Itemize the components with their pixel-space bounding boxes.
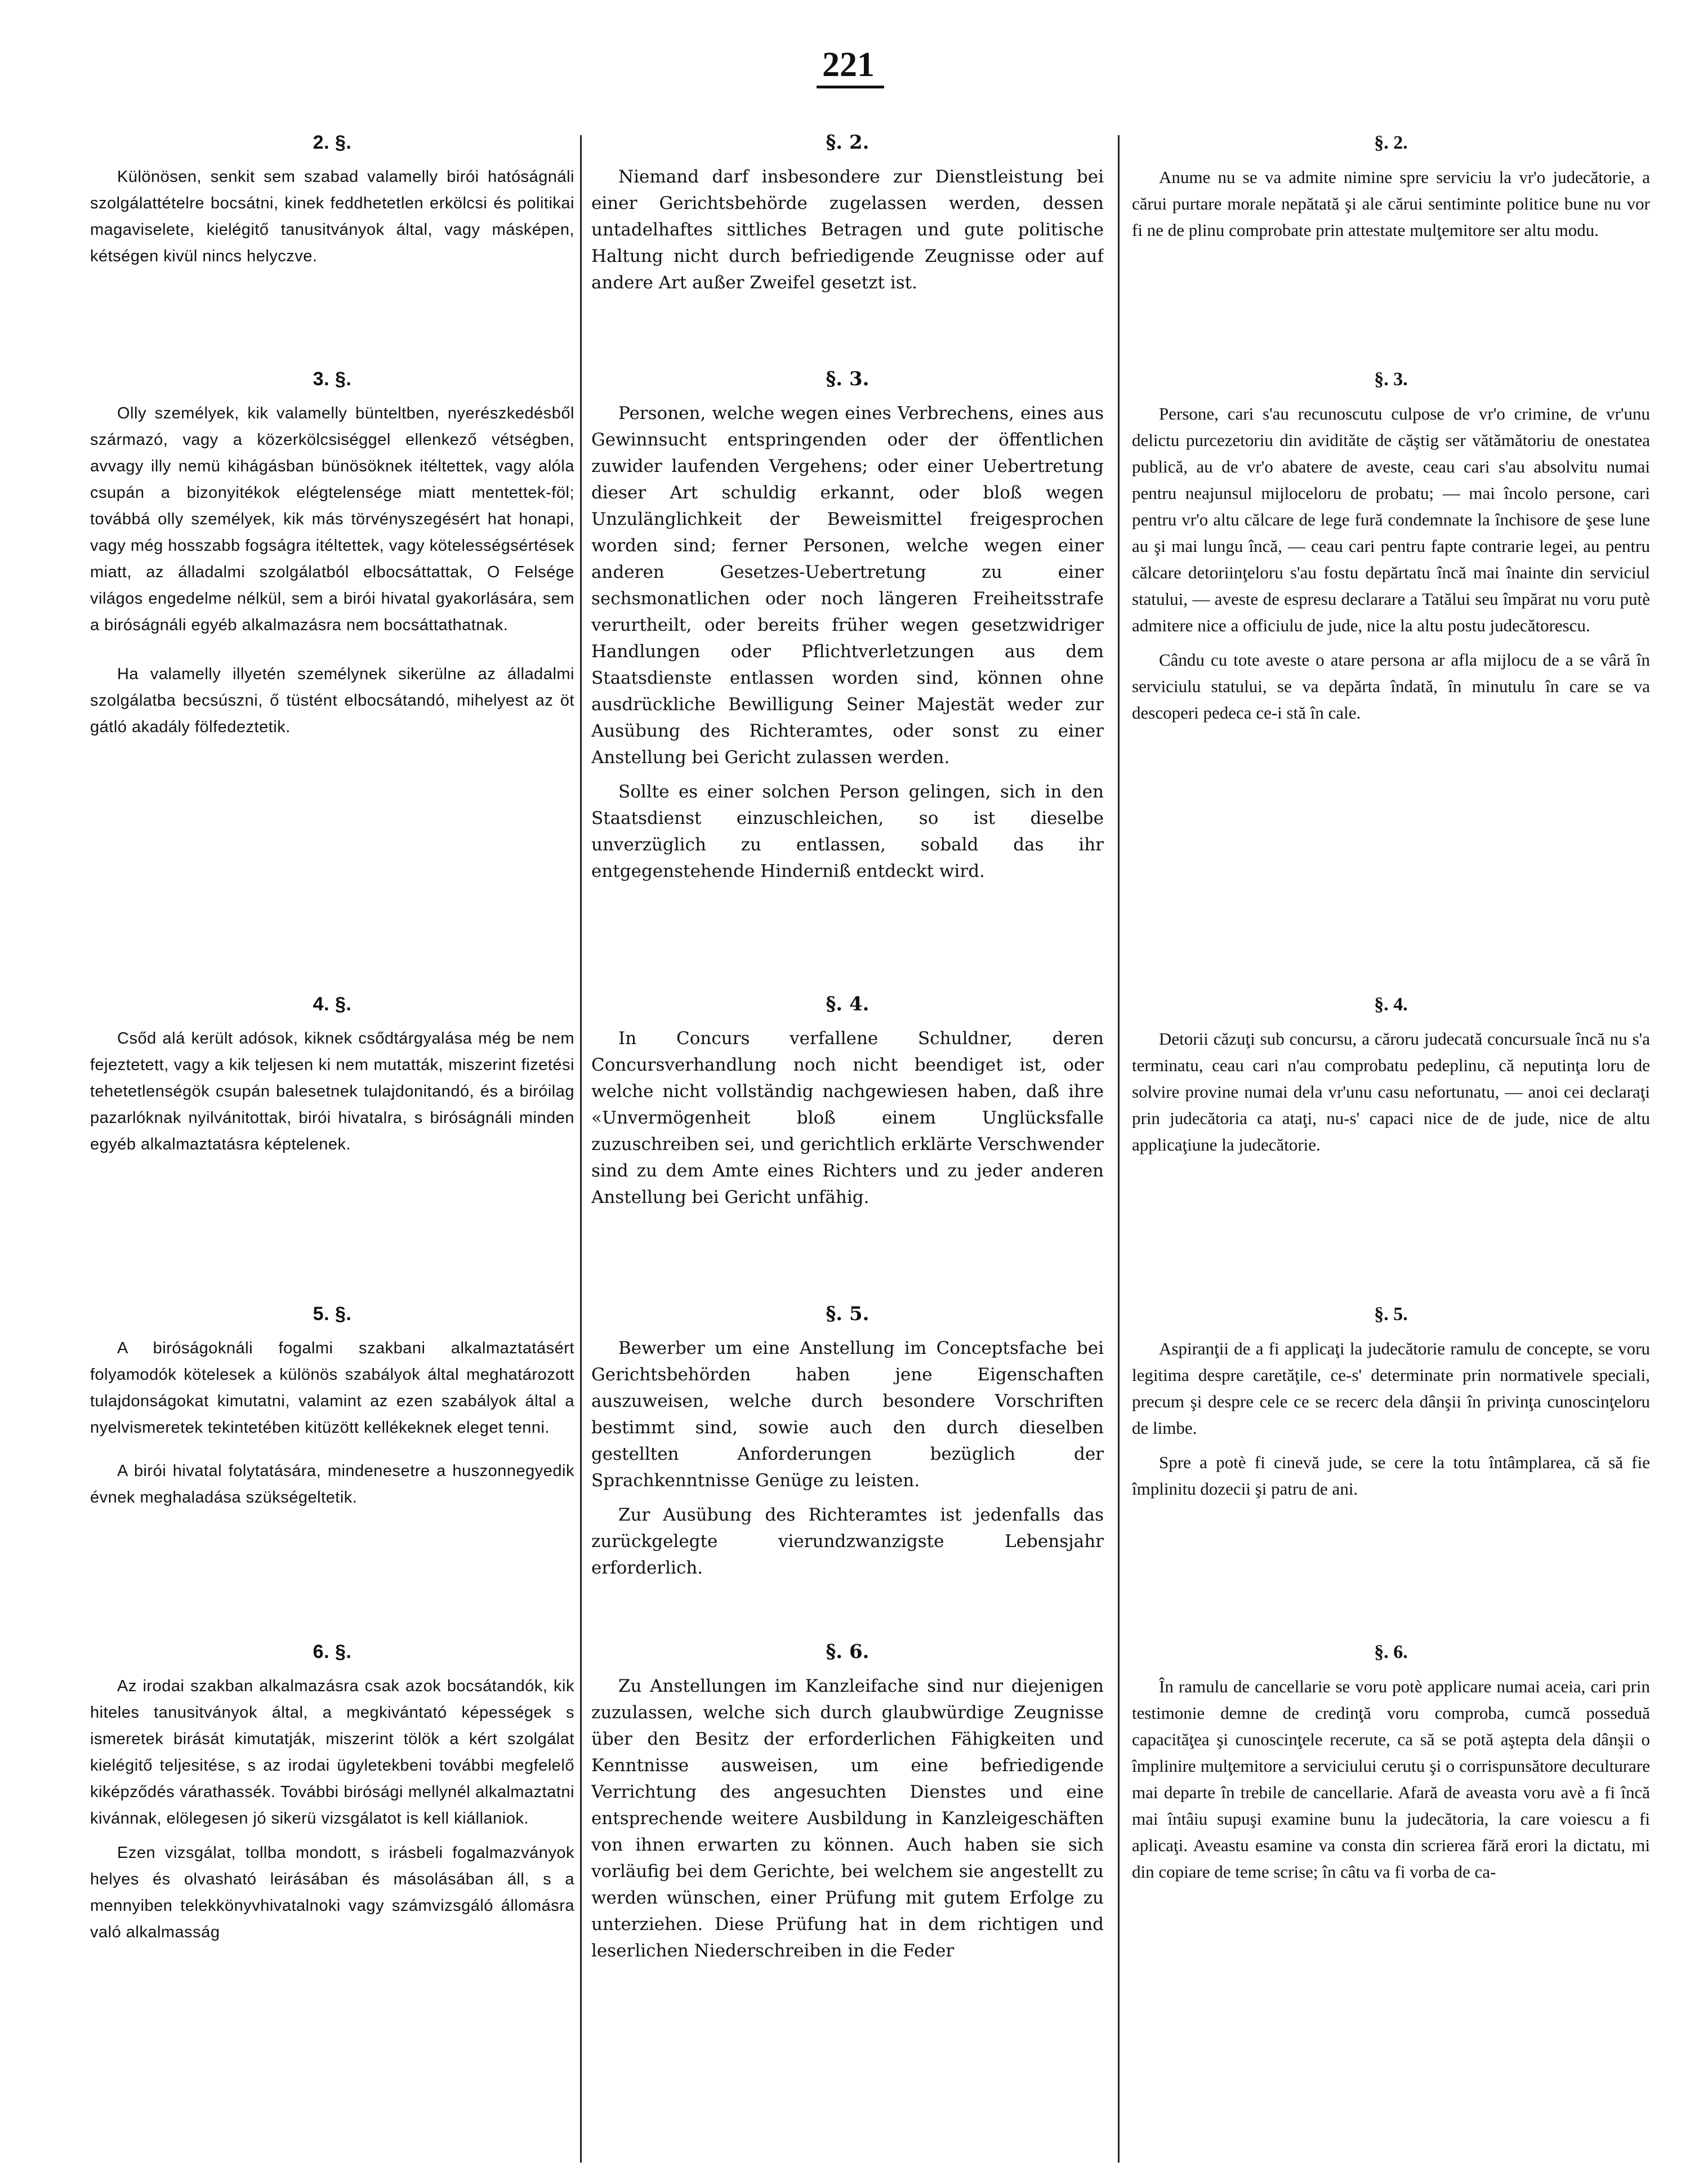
paragraph: Spre a potè fi cinevă jude, se cere la totu întâmplarea, că să fie împlinitu dozecii şi patru de ani.	[1132, 1452, 1650, 1499]
section-title: 2. §.	[313, 132, 352, 153]
paragraph: In Concurs verfallene Schuldner, deren Concursverhandlung noch nicht beendiget ist, oder welche nicht vollständig nachgewiesen haben, daß ihre «Unvermögenheit bloß einem Unglücksfalle zuzuschreiben sei, und gerichtlich erklärte Verschwender sind zu dem Amte eines Richters und zu jeder anderen Anstellung bei Gericht unfähig.	[591, 1028, 1104, 1207]
paragraph: Olly személyek, kik valamelly bünteltben, nyerészkedésből származó, vagy a közerkölcsiséggel ellenkező vétségben, avvagy illy nemü kihágásban bünösöknek itéltettek, vagy alóla csupán a bizonyitékok elégtelensége miatt mentettek-föl; továbbá olly személyek, kik más törvényszegésért hat honapi, vagy még hosszabb fogságra itéltettek, vagy kötelességsértések miatt, az álladalmi szolgálatból elbocsáttattak, O Felsége világos engedelme nélkül, sem a birói hivatal gyakorlására, sem a biróságnáli egyéb alkalmazásra nem bocsáttathatnak.	[90, 404, 574, 634]
paragraph: A birói hivatal folytatására, mindenesetre a huszonnegyedik évnek meghaladása szükségeltetik.	[90, 1462, 574, 1506]
paragraph: Detorii căzuţi sub concursu, a căroru judecată concursuale încă nu s'a terminatu, ceau cari n'au comprobatu pedeplinu, că neputinţa loru de solvire provine numai dela vr'unu casu nefortunatu, — anoi cei declaraţi prin judecătoria ca ataţi, nu-s' capaci nice de de jude, nice de altu applicaţiune la judecătorie.	[1132, 1029, 1650, 1155]
paragraph: Sollte es einer solchen Person gelingen, sich in den Staatsdienst einzuschleichen, so ist dieselbe unverzüglich zu entlassen, sobald das ihr entgegenstehende Hinderniß entdeckt wird.	[591, 782, 1104, 881]
section-title: 6. §.	[313, 1641, 352, 1662]
section-title: §. 4.	[1374, 994, 1408, 1015]
paragraph: Csőd alá került adósok, kiknek csődtárgyalása még be nem fejeztetett, vagy a kik teljesen ki nem mutatták, miszerint fizetési tehetetlenségök csupán balesetnek tulajdonitandó, és a biróilag pazarlóknak nyilvánitottak, birói hivatalra, s biróságnáli minden egyéb alkalmaztatásra képtelenek.	[90, 1029, 574, 1153]
paragraph: Zu Anstellungen im Kanzleifache sind nur diejenigen zuzulassen, welche sich durch glaubwürdige Zeugnisse über den Besitz der erforderlichen Fähigkeiten und Kenntnisse ausweisen, um eine befriedigende Verrichtung des angesuchten Dienstes und eine entsprechende weitere Ausbildung in Kanzleigeschäften von ihnen erwarten zu können. Auch haben sie sich vorläufig bei dem Gerichte, bei welchem sie angestellt zu werden wünschen, einer Prüfung mit gutem Erfolge zu unterziehen. Diese Prüfung hat in dem richtigen und leserlichen Niederschreiben in die Feder	[591, 1676, 1104, 1961]
column-divider-left	[580, 135, 582, 2163]
section-5	[90, 1301, 574, 1519]
paragraph: A biróságoknáli fogalmi szakbani alkalmaztatásért folyamodók kötelesek a különös szabályok által meghatározott tulajdonságokat kimutatni, valamint az ezen szabályok által a nyelvismeretek tekintetében kitüzött kellékeknek eleget tenni.	[90, 1339, 574, 1437]
section-3	[90, 366, 574, 748]
top-rule	[817, 86, 884, 88]
column-hungarian	[90, 130, 574, 2157]
paragraph: Az irodai szakban alkalmazásra csak azok bocsátandók, kik hiteles tanusitványok által, a megkivántató képességek s ismeretek birását kimutatják, miszerint tölök a kért szolgálat kielégitő teljesitése, s az irodai ügyletekbeni további megfelelő kiképződés várathassék. További birósági mellynél alkalmaztatni kivánnak, elölegesen jó sikerü vizsgálatot is kell kiállaniok.	[90, 1677, 574, 1828]
section-5	[1132, 1301, 1650, 1510]
column-german	[591, 130, 1104, 2157]
paragraph: Ezen vizsgálat, tollba mondott, s irásbeli fogalmazványok helyes és olvasható leirásában és másolásában áll, s a mennyiben telekkönyvhivatalnoki vagy számvizsgáló állomásra való alkalmasság	[90, 1844, 574, 1941]
paragraph: Personen, welche wegen eines Verbrechens, eines aus Gewinnsucht entspringenden oder der öffentlichen zuwider laufenden Vergehens; oder einer Uebertretung dieser Art schuldig erkannt, oder bloß wegen Unzulänglichkeit der Beweismittel freigesprochen worden sind; ferner Personen, welche wegen einer anderen Gesetzes-Uebertretung zu einer sechsmonatlichen oder noch längeren Freiheitsstrafe verurtheilt, oder bereits früher wegen gesetzwidriger Handlungen oder Pflichtverletzungen aus dem Staatsdienste entlassen worden sind, können ohne ausdrückliche Bewilligung Seiner Majestät weder zur Ausübung des Richteramtes, oder sonst zu einer Anstellung bei Gericht zulassen werden.	[591, 403, 1104, 768]
section-6	[1132, 1639, 1650, 1893]
paragraph: Niemand darf insbesondere zur Dienstleistung bei einer Gerichtsbehörde zugelassen werden, dessen untadelhaftes sittliches Betragen und gute politische Haltung nicht durch befriedigende Zeugnisse oder auf andere Art außer Zweifel gesetzt ist.	[591, 167, 1104, 293]
section-2	[591, 130, 1104, 304]
paragraph: Cându cu tote aveste o atare persona ar afla mijlocu de a se vâră în serviciulu statului, se va depărta îndată, în minutulu în care se va descoperi pedeca ce-i stă în cale.	[1132, 650, 1650, 723]
page-number: 221	[822, 46, 875, 84]
section-title: §. 3.	[1374, 369, 1408, 390]
paragraph: În ramulu de cancellarie se voru potè applicare numai aceia, cari prin testimonie demne de credinţă voru comproba, cumcă posseduă capacităţea şi cunoscinţele recerute, ca să se potă aştepta dela dânşii o împlinire mulţemitore a serviciului cerutu şi o corrispunsătore deculturare mai departe în trebile de cancellarie. Afară de aveasta voru avè a fi încă mai întâiu supuşi examine bunu la judecătoria, la care voiescu a fi aplicaţi. Aveastu esamine va consta din scrierea fără erori la dictatu, mi din copiare de teme scrise; în câtu va fi vorba de ca-	[1132, 1677, 1650, 1882]
section-4	[591, 991, 1104, 1219]
paragraph: Zur Ausübung des Richteramtes ist jedenfalls das zurückgelegte vierundzwanzigste Lebensjahr erforderlich.	[591, 1505, 1104, 1578]
section-4	[1132, 991, 1650, 1166]
section-4	[90, 991, 574, 1166]
paragraph: Különösen, senkit sem szabad valamelly birói hatóságnáli szolgálattételre bocsátni, kinek feddhetetlen erkölcsi és politikai magaviselete, kielégitő tanusitványok által, vagy másképen, kétségen kivül nincs helyczve.	[90, 168, 574, 265]
section-title: §. 4.	[826, 993, 869, 1015]
paragraph: Bewerber um eine Anstellung im Conceptsfache bei Gerichtsbehörden haben jene Eigenschaften auszuweisen, welche durch besondere Vorschriften bestimmt sind, sowie auch den durch dieselben gestellten Anforderungen bezüglich der Sprachkenntnisse Genüge zu leisten.	[591, 1338, 1104, 1491]
section-title: 3. §.	[313, 368, 352, 390]
section-title: §. 5.	[826, 1303, 869, 1325]
section-2	[1132, 130, 1650, 251]
section-6	[90, 1639, 574, 1954]
section-5	[591, 1301, 1104, 1589]
section-6	[591, 1639, 1104, 1972]
section-3	[1132, 366, 1650, 734]
section-title: 4. §.	[313, 993, 352, 1015]
section-title: §. 2.	[1374, 132, 1408, 153]
paragraph: Persone, cari s'au recunoscutu culpose de vr'o crimine, de vr'unu delictu purcezetoriu din avidităte de căştig ser vătămătoriu de onestatea publică, au de vr'o abatere de aveste, ceau cari s'au absolvitu numai pentru neajunsul mijloceloru de probatu; — mai încolo persone, cari pentru vr'o altu călcare de lege fură condemnate la închisore de şese lune au şi mai lungu încă, — ceau cari pentru fapte contrarie legei, au pentru călcare detoriinţeloru s'au fostu depărtatu încă mai înainte din serviciul statului, — aveste de espresu declarare a Tatălui seu împărat nu voru putè admitere nice a officiulu de jude, nice la altu postu judecătorescu.	[1132, 404, 1650, 635]
section-title: §. 5.	[1374, 1304, 1408, 1325]
column-romanian	[1132, 130, 1650, 2157]
section-2	[90, 130, 574, 278]
column-divider-right	[1118, 135, 1120, 2163]
paragraph: Ha valamelly illyetén személynek sikerülne az álladalmi szolgálatba becsúszni, ő tüstént elbocsátandó, mihelyest az öt gátló akadály fölfedeztetik.	[90, 665, 574, 736]
section-title: §. 3.	[826, 368, 869, 390]
paragraph: Aspiranţii de a fi applicaţi la judecătorie ramulu de concepte, se voru legitima despre caretăţile, ce-s' determinate prin normativele speciali, precum şi despre cele ce se recerc dela dânşii în privinţa cunoscinţeloru de limbe.	[1132, 1339, 1650, 1438]
paragraph: Anume nu se va admite nimine spre serviciu la vr'o judecătorie, a cărui purtare morale nepătată şi ale cărui sentiminte politice bune nu vor fi ne de plinu comprobate prin attestate mulţemitore ser altu modu.	[1132, 167, 1650, 240]
section-title: §. 6.	[1374, 1642, 1408, 1662]
section-title: §. 6.	[826, 1641, 869, 1663]
section-title: 5. §.	[313, 1303, 352, 1325]
section-3	[591, 366, 1104, 893]
section-title: §. 2.	[826, 131, 869, 154]
